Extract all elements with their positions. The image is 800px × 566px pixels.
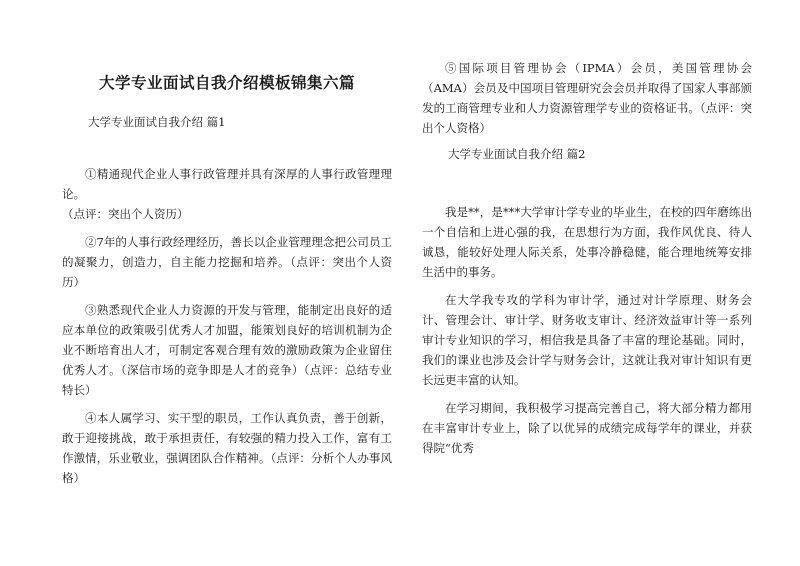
paragraph-2: ②7年的人事行政经理经历，善长以企业管理理念把公司员工的凝聚力，创造力，自主能力挖掘和培养。（点评：突出个人资历） xyxy=(62,235,392,289)
paragraph-7: 在大学我专攻的学科为审计学，通过对计学原理、财务会计、管理会计、审计学、财务收支审计、经济效益审计等一系列审计专业知识的学习，相信我是具备了丰富的理论基础。同时，我们的课业也涉及会计学与财务会计，这就让我对审计知识有更长远更丰富的认知。 xyxy=(422,293,752,387)
paragraph-1-comment: （点评：突出个人资历） xyxy=(62,207,189,221)
paragraph-8: 在学习期间，我积极学习提高完善自己，将大部分精力都用在丰富审计专业上，除了以优异的成绩完成每学年的课业，并获得院“优秀 xyxy=(422,401,752,455)
section-heading-2: 大学专业面试自我介绍 篇2 xyxy=(448,147,586,161)
paragraph-4: ④本人属学习、实干型的职员，工作认真负责，善于创新，敢于迎接挑战，敢于承担责任，有较强的精力投入工作，富有工作激情，乐业敬业，强调团队合作精神。（点评：分析个人办事风格） xyxy=(62,411,392,485)
paragraph-3: ③熟悉现代企业人力资源的开发与管理，能制定出良好的适应本单位的政策吸引优秀人才加盟，能策划良好的培训机制为企业不断培育出人才，可制定客观合理有效的激励政策为企业留住优秀人才。（深信市场的竞争即是人才的竞争）（点评：总结专业特长） xyxy=(62,303,392,397)
right-column xyxy=(422,0,752,458)
paragraph-5: ⑤国际项目管理协会（IPMA）会员，美国管理协会（AMA）会员及中国项目管理研究会会员并取得了国家人事部颁发的工商管理专业和人力资源管理学专业的资格证书。（点评：突出个人资格） xyxy=(422,61,752,135)
section-heading-1: 大学专业面试自我介绍 篇1 xyxy=(88,115,226,129)
document-title: 大学专业面试自我介绍模板锦集六篇 xyxy=(98,73,355,92)
paragraph-1: ①精通现代企业人事行政管理并具有深厚的人事行政管理理论。 xyxy=(62,167,392,201)
paragraph-6: 我是**，是***大学审计学专业的毕业生，在校的四年磨练出一个自信和上进心强的我，在思想行为方面，我作风优良、待人诚恳，能较好处理人际关系，处事冷静稳健，能合理地统筹安排生活中的事务。 xyxy=(422,205,752,279)
left-column xyxy=(62,0,392,488)
